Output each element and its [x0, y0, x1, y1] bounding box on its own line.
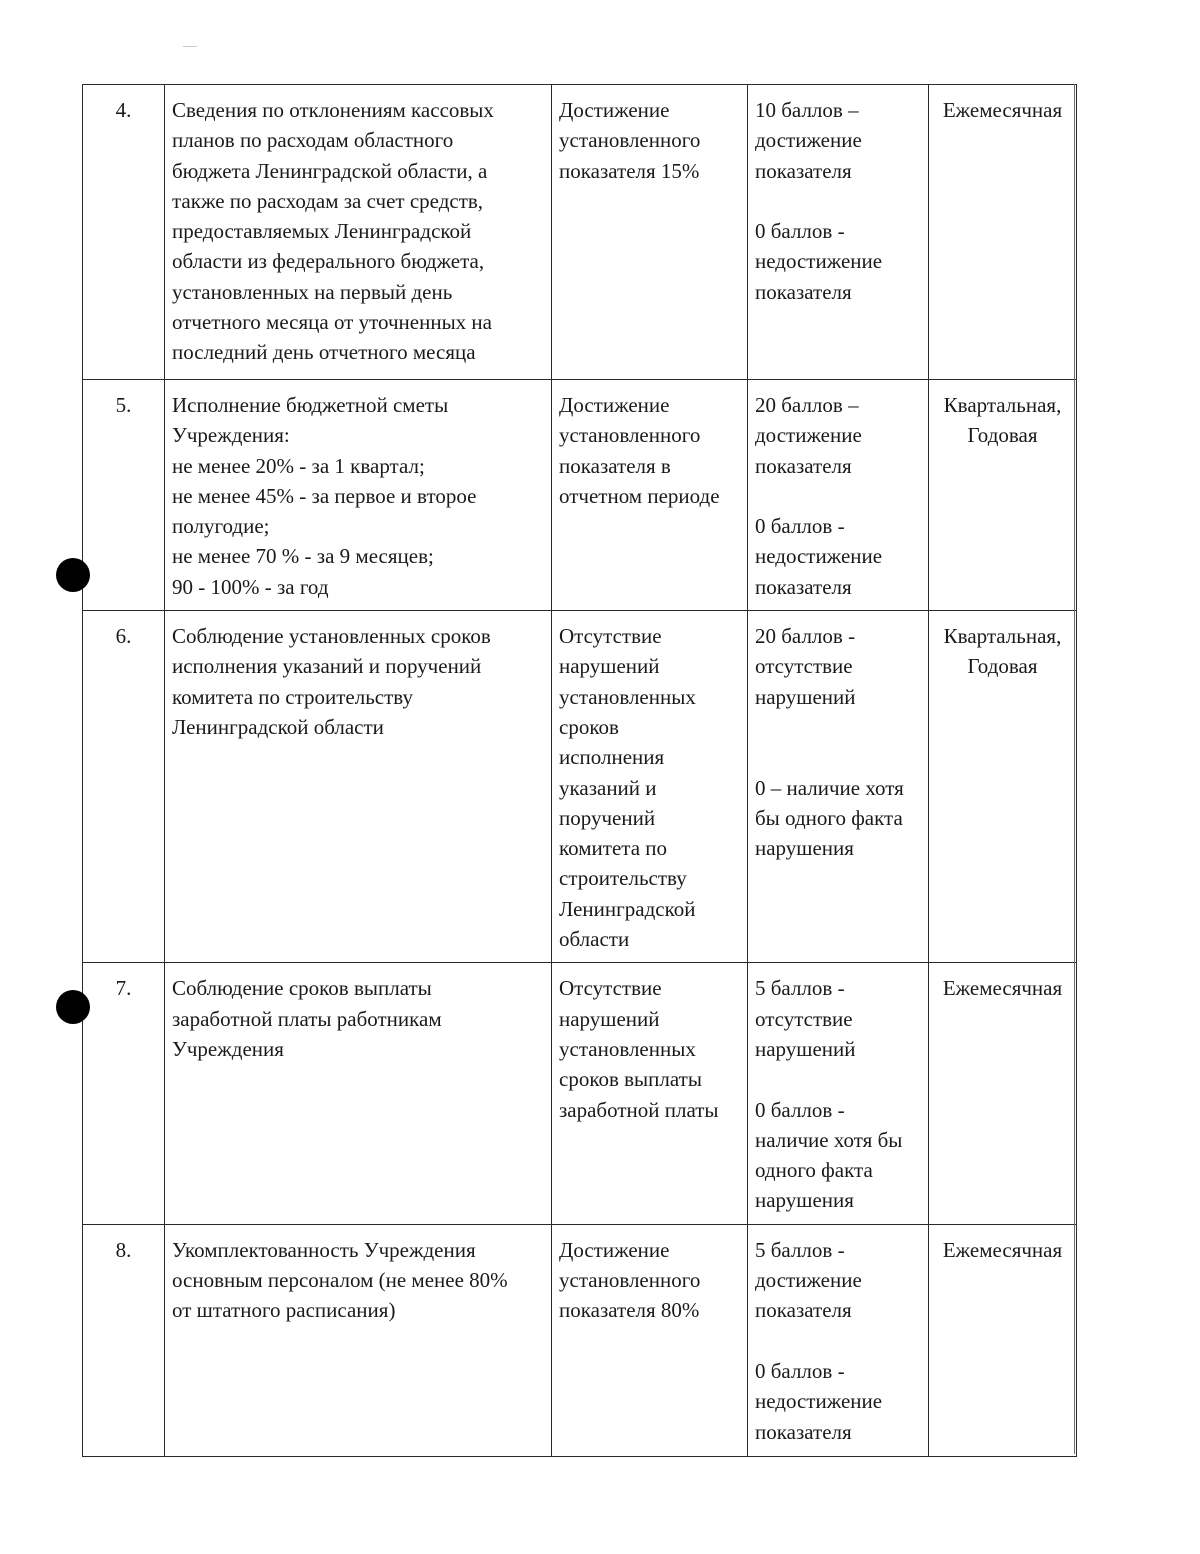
punch-hole: [56, 558, 90, 592]
punch-hole: [56, 990, 90, 1024]
criterion-cell: Сведения по отклонениям кассовых планов по расходам областного бюджета Ленинградской области, а также по расходам за счет средств, предоставляемых Ленинградской области из федерального бюджета, установленных на первый день отчетного месяца от уточненных на последний день отчетного месяца: [165, 85, 552, 380]
table-row: [83, 963, 1077, 1224]
table-row: [83, 85, 1077, 380]
frequency-cell: Ежемесячная: [929, 1224, 1077, 1456]
points-cell: 5 баллов - достижение показателя 0 баллов - недостижение показателя: [748, 1224, 929, 1456]
criterion-cell: Соблюдение сроков выплаты заработной платы работникам Учреждения: [165, 963, 552, 1224]
table-row: [83, 380, 1077, 611]
frequency-cell: Квартальная, Годовая: [929, 380, 1077, 611]
table-row: [83, 611, 1077, 963]
row-number: 5.: [83, 380, 165, 611]
points-cell: 20 баллов - отсутствие нарушений 0 – наличие хотя бы одного факта нарушения: [748, 611, 929, 963]
table-row: [83, 1224, 1077, 1456]
frequency-cell: Ежемесячная: [929, 963, 1077, 1224]
row-number: 4.: [83, 85, 165, 380]
condition-cell: Достижение установленного показателя 80%: [552, 1224, 748, 1456]
row-number: 7.: [83, 963, 165, 1224]
criteria-table: [82, 84, 1077, 1457]
condition-cell: Отсутствие нарушений установленных сроков выплаты заработной платы: [552, 963, 748, 1224]
row-number: 8.: [83, 1224, 165, 1456]
condition-cell: Достижение установленного показателя в отчетном периоде: [552, 380, 748, 611]
points-cell: 20 баллов – достижение показателя 0 баллов - недостижение показателя: [748, 380, 929, 611]
scan-artifact: [183, 46, 197, 47]
frequency-cell: Квартальная, Годовая: [929, 611, 1077, 963]
condition-cell: Достижение установленного показателя 15%: [552, 85, 748, 380]
row-number: 6.: [83, 611, 165, 963]
scan-edge-line: [1074, 84, 1075, 1454]
criterion-cell: Соблюдение установленных сроков исполнения указаний и поручений комитета по строительству Ленинградской области: [165, 611, 552, 963]
condition-cell: Отсутствие нарушений установленных сроков исполнения указаний и поручений комитета по строительству Ленинградской области: [552, 611, 748, 963]
points-cell: 10 баллов – достижение показателя 0 баллов - недостижение показателя: [748, 85, 929, 380]
frequency-cell: Ежемесячная: [929, 85, 1077, 380]
criterion-cell: Укомплектованность Учреждения основным персоналом (не менее 80% от штатного расписания): [165, 1224, 552, 1456]
points-cell: 5 баллов - отсутствие нарушений 0 баллов - наличие хотя бы одного факта нарушения: [748, 963, 929, 1224]
criterion-cell: Исполнение бюджетной сметы Учреждения: не менее 20% - за 1 квартал; не менее 45% - за первое и второе полугодие; не менее 70 % - за 9 месяцев; 90 - 100% - за год: [165, 380, 552, 611]
